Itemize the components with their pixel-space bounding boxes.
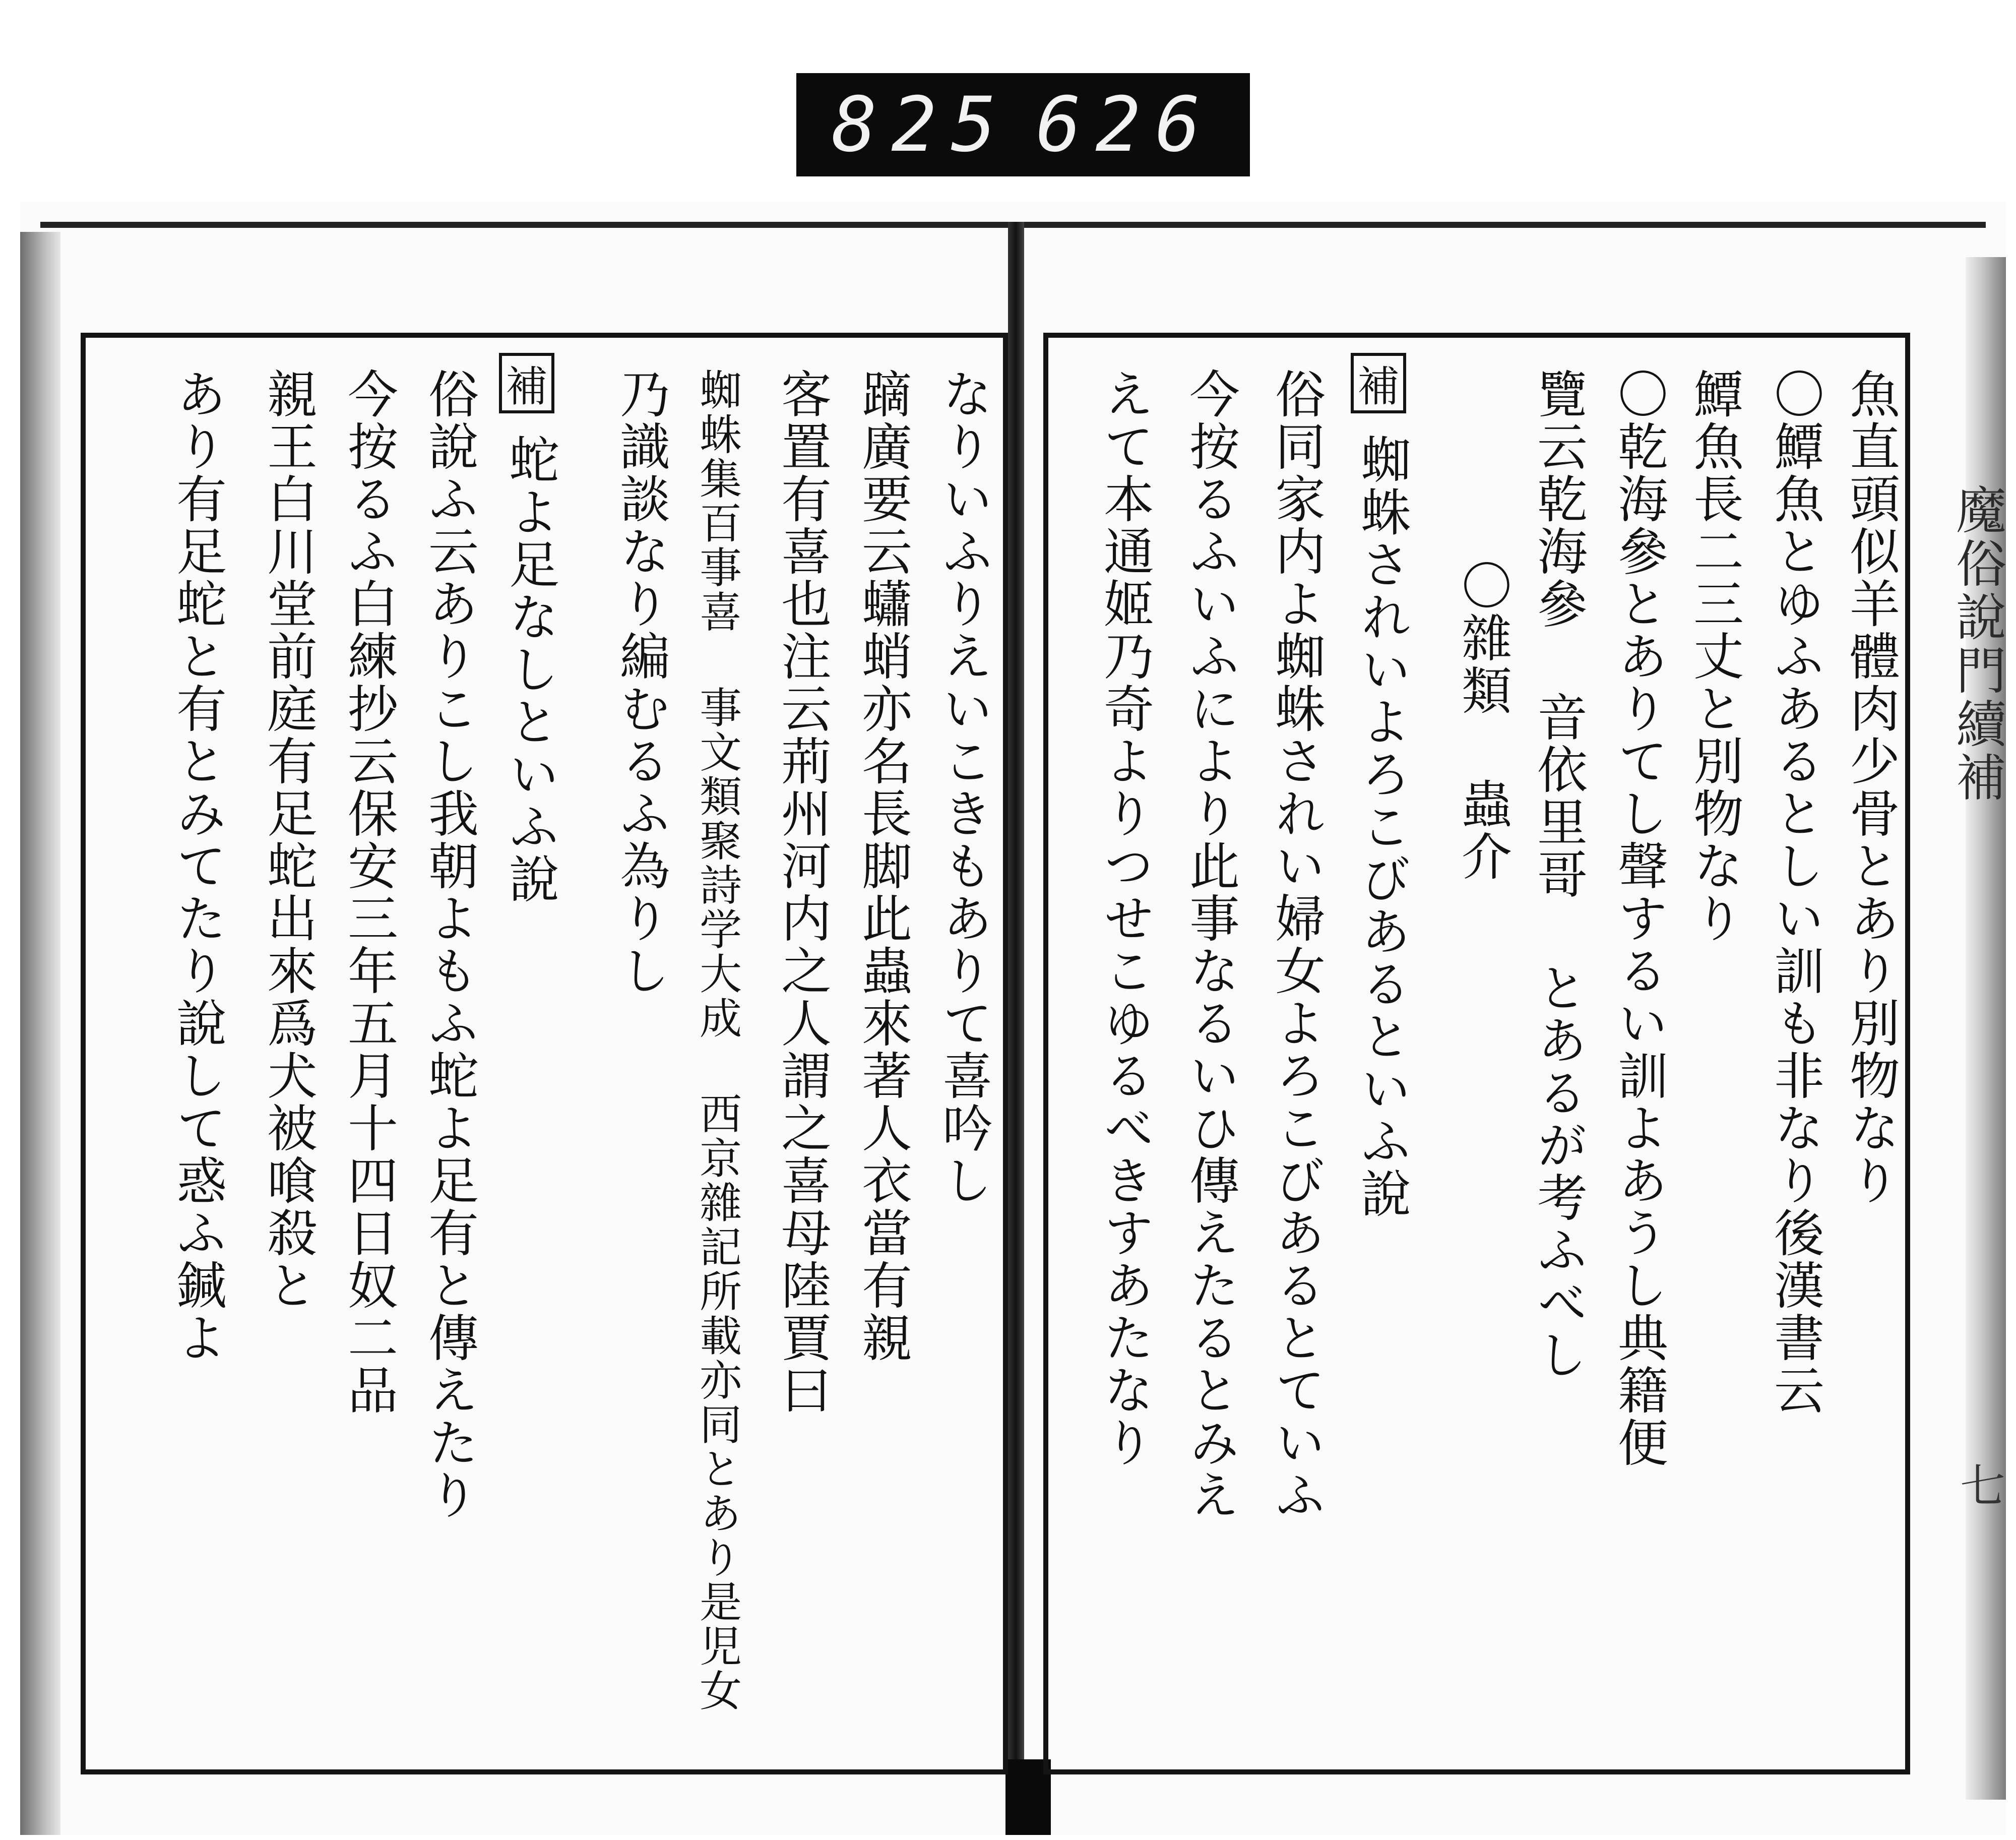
text-column: あり有足蛇と有とみてたり說して惑ふ鍼よ	[168, 368, 227, 1364]
frame-number-right: 626	[1036, 81, 1215, 169]
text-column: 今按るふいふにより此事なるいひ傳えたるとみえ	[1181, 368, 1240, 1521]
text-column: 乃識談なり編むるふ為りし	[611, 368, 670, 997]
page-number: 七	[1952, 1462, 2005, 1507]
right-page	[1043, 333, 1910, 1774]
text-column: なりいふりえいこきもありて喜吟し	[934, 368, 993, 1207]
left-page	[81, 333, 1008, 1774]
text-column: えて本通姬乃奇よりつせこゆるべきすあたなり	[1095, 368, 1154, 1469]
text-column: 俗說ふ云ありこし我朝よもふ蛇よ足有と傳えたり	[420, 368, 479, 1521]
frame-number-left: 825	[832, 81, 1011, 169]
text-column: 〇乾海參とありてし聲するい訓よあうし典籍便	[1609, 368, 1668, 1469]
text-column: 魚直頭似羊體肉少骨とあり別物なり	[1841, 368, 1900, 1207]
book-edge-left	[20, 232, 60, 1835]
text-column: 蹢廣要云蠨蛸亦名長脚此蟲來著人衣當有親	[853, 368, 912, 1364]
text-column: 親王白川堂前庭有足蛇出來爲犬被喰殺と	[259, 368, 318, 1312]
text-column: 鱏魚長二三丈と別物なり	[1685, 368, 1744, 945]
book-spread	[20, 202, 2006, 1835]
frame-label	[796, 73, 1250, 176]
text-column: 蛇よ足なしといふ說	[500, 434, 559, 905]
text-column: 今按るふ白練抄云保安三年五月十四日奴二品	[339, 368, 398, 1417]
text-column: 俗同家内よ蜘蛛されい婦女よろこびあるとていふ	[1267, 368, 1326, 1521]
text-column: 蜘蛛集百事喜 事文類聚詩学大成 西京雜記所載亦同とあり是児女	[692, 368, 742, 1713]
text-column: 覽云乾海參 音依里哥 とあるが考ふべし	[1529, 368, 1588, 1381]
text-column: 〇鱏魚とゆふあるとしい訓も非なり後漢書云	[1766, 368, 1824, 1417]
text-column: 客置有喜也注云荊州河内之人謂之喜母陸賈曰	[773, 368, 832, 1417]
running-head: 魔俗說門續補	[1947, 484, 2006, 805]
book-spine	[1008, 222, 1024, 1835]
supplement-marker: 補	[1351, 353, 1406, 413]
text-column: 〇雜類 蟲介	[1453, 560, 1512, 883]
supplement-marker: 補	[499, 353, 554, 413]
text-column: 蜘蛛されいよろこびあるといふ說	[1352, 434, 1411, 1220]
